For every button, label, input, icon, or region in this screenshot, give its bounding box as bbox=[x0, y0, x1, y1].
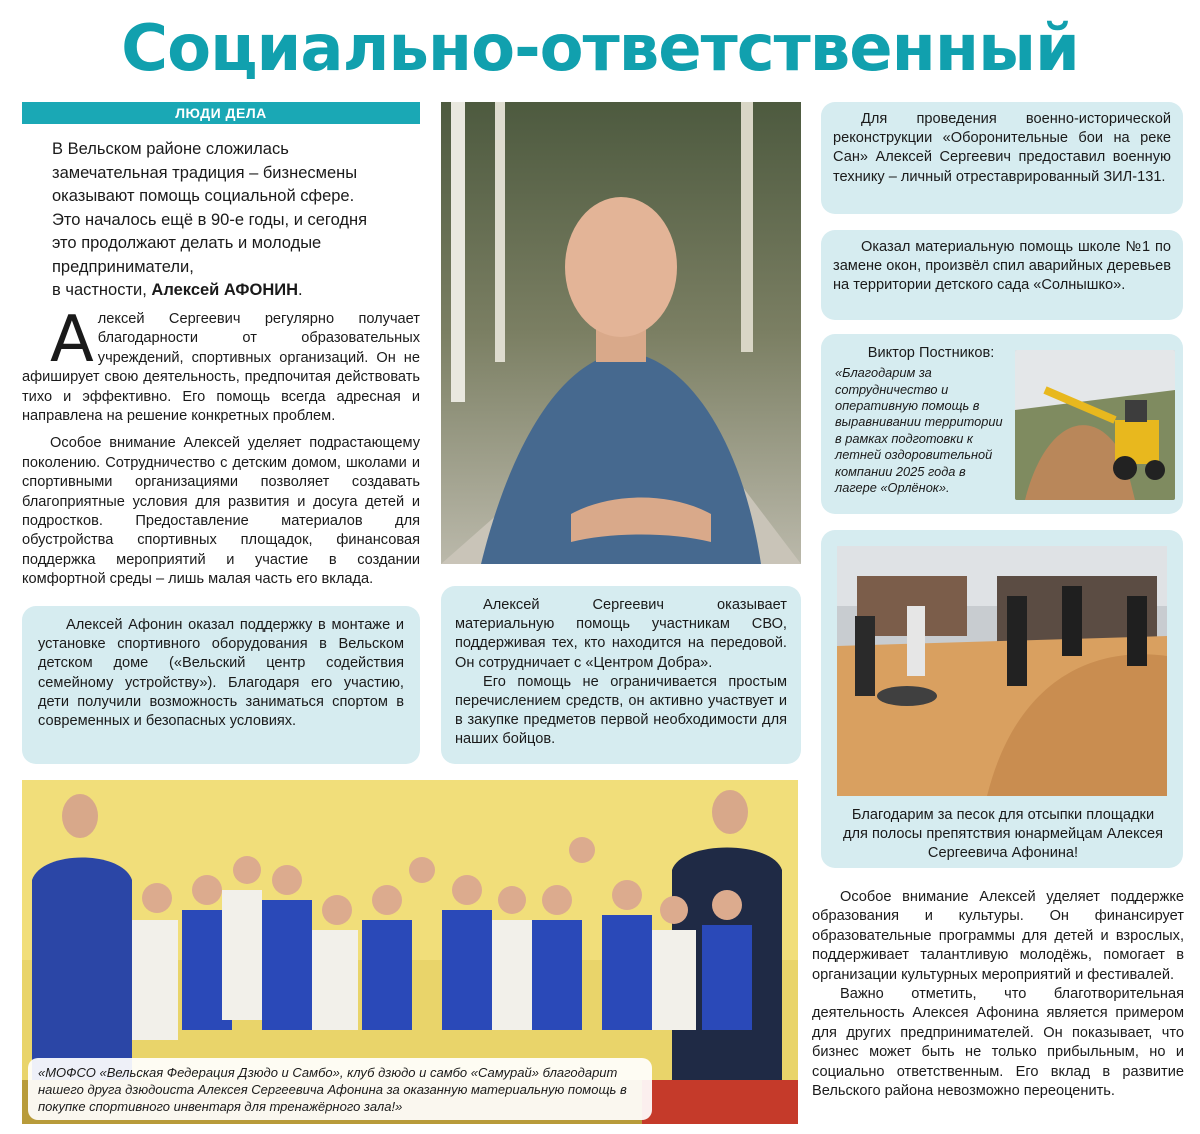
lead-prefix: в частности, bbox=[52, 281, 147, 299]
closing-text bbox=[812, 888, 1184, 1101]
lead-period: . bbox=[298, 281, 303, 299]
panel-text: Оказал материальную помощь школе №1 по замене окон, произвёл спил аварийных деревьев на территории детского сада «Солнышко». bbox=[833, 239, 1171, 294]
paragraph: Особое внимание Алексей уделяет подрастающему поколению. Сотрудничество с детским домом, школами и спортивными организациями позволяет создавать благоприятные условия для развития и досуга детей и подростков. Предоставление материалов для обустройства спортивных площадок, финансовая поддержка мероприятий и участие в создании комфортной среды – лишь малая часть его вклада. bbox=[22, 435, 420, 588]
svo-panel bbox=[441, 586, 801, 764]
lead-line bbox=[52, 279, 422, 303]
orphanage-panel bbox=[22, 606, 420, 764]
school-panel bbox=[821, 230, 1183, 320]
portrait-photo bbox=[441, 102, 801, 564]
excavator-photo bbox=[1015, 350, 1175, 500]
lead-line: оказывают помощь социальной сфере. bbox=[52, 187, 355, 205]
panel-text: Алексей Афонин оказал поддержку в монтаже и установке спортивного оборудования в Вельском детском доме («Вельский центр содействия семейному устройству»). Благодаря его участию, дети получили возможность заниматься спортом в современных и безопасных условиях. bbox=[38, 617, 404, 730]
article-headline: Социально-ответственный bbox=[121, 12, 1079, 86]
article-lead bbox=[52, 138, 422, 303]
sand-photo bbox=[837, 546, 1167, 796]
panel-text: Для проведения военно-исторической реконструкции «Оборонительные бои на реке Сан» Алексей Сергеевич предоставил военную технику – личный отреставрированный ЗИЛ-131. bbox=[833, 111, 1171, 185]
lead-line: предприниматели, bbox=[52, 257, 194, 276]
column-one-text bbox=[22, 303, 420, 590]
quote-text: «Благодарим за сотрудничество и оперативную помощь в выравнивании территории в рамках подготовки к летней оздоровительной компании 2025 года в лагере «Орлёнок». bbox=[835, 365, 1003, 496]
lead-line: замечательная традиция – бизнесмены bbox=[52, 163, 358, 182]
panel-text: Его помощь не ограничивается простым перечислением средств, он активно участвует и в закупке предметов первой необходимости для наших бойцов. bbox=[455, 673, 787, 748]
judo-caption: «МОФСО «Вельская Федерация Дзюдо и Самбо», клуб дзюдо и самбо «Самурай» благодарит нашего друга дзюдоиста Алексея Сергеевича Афонина за оказанную материальную помощь в покупке спортивного инвентаря для тренажёрного зала!» bbox=[28, 1058, 652, 1120]
reconstruction-panel bbox=[821, 102, 1183, 214]
paragraph bbox=[22, 303, 420, 426]
sand-caption: Благодарим за песок для отсыпки площадки для полосы препятствия юнармейцам Алексея Сергеевича Афонина! bbox=[843, 807, 1163, 862]
panel-text: Алексей Сергеевич оказывает материальную помощь участникам СВО, поддерживая тех, кто находится на передовой. Он сотрудничает с «Центром Добра». bbox=[455, 597, 787, 671]
section-rubric: ЛЮДИ ДЕЛА bbox=[22, 102, 420, 124]
hero-name: Алексей АФОНИН bbox=[151, 281, 299, 299]
paragraph: Важно отметить, что благотворительная деятельность Алексея Афонина является примером для других предпринимателей. Он показывает, что бизнес может быть не только прибыльным, но и социально ответственным. Его вклад в развитие Вельского района невозможно переоценить. bbox=[812, 986, 1184, 1100]
lead-line: В Вельском районе сложилась bbox=[52, 140, 289, 158]
lead-line: это продолжают делать и молодые bbox=[52, 234, 322, 252]
lead-line: Это началось ещё в 90-е годы, и сегодня bbox=[52, 210, 368, 229]
quote-author: Виктор Постников: bbox=[867, 345, 995, 361]
postnikov-panel bbox=[821, 334, 1183, 514]
paragraph-text: лексей Сергеевич регулярно получает благодарности от образовательных учреждений, спортивных организаций. Он не афиширует свою деятельность, предпочитая действовать тихо и эффективно. Его помощь всегда адресная и направлена на решение конкретных проблем. bbox=[22, 311, 420, 425]
drop-cap: А bbox=[50, 303, 94, 377]
paragraph: Особое внимание Алексей уделяет поддержке образования и культуры. Он финансирует образовательные программы для детей и взрослых, поддерживает талантливую молодёжь, помогает в организации культурных мероприятий и фестивалей. bbox=[812, 889, 1184, 983]
sand-panel bbox=[821, 530, 1183, 868]
